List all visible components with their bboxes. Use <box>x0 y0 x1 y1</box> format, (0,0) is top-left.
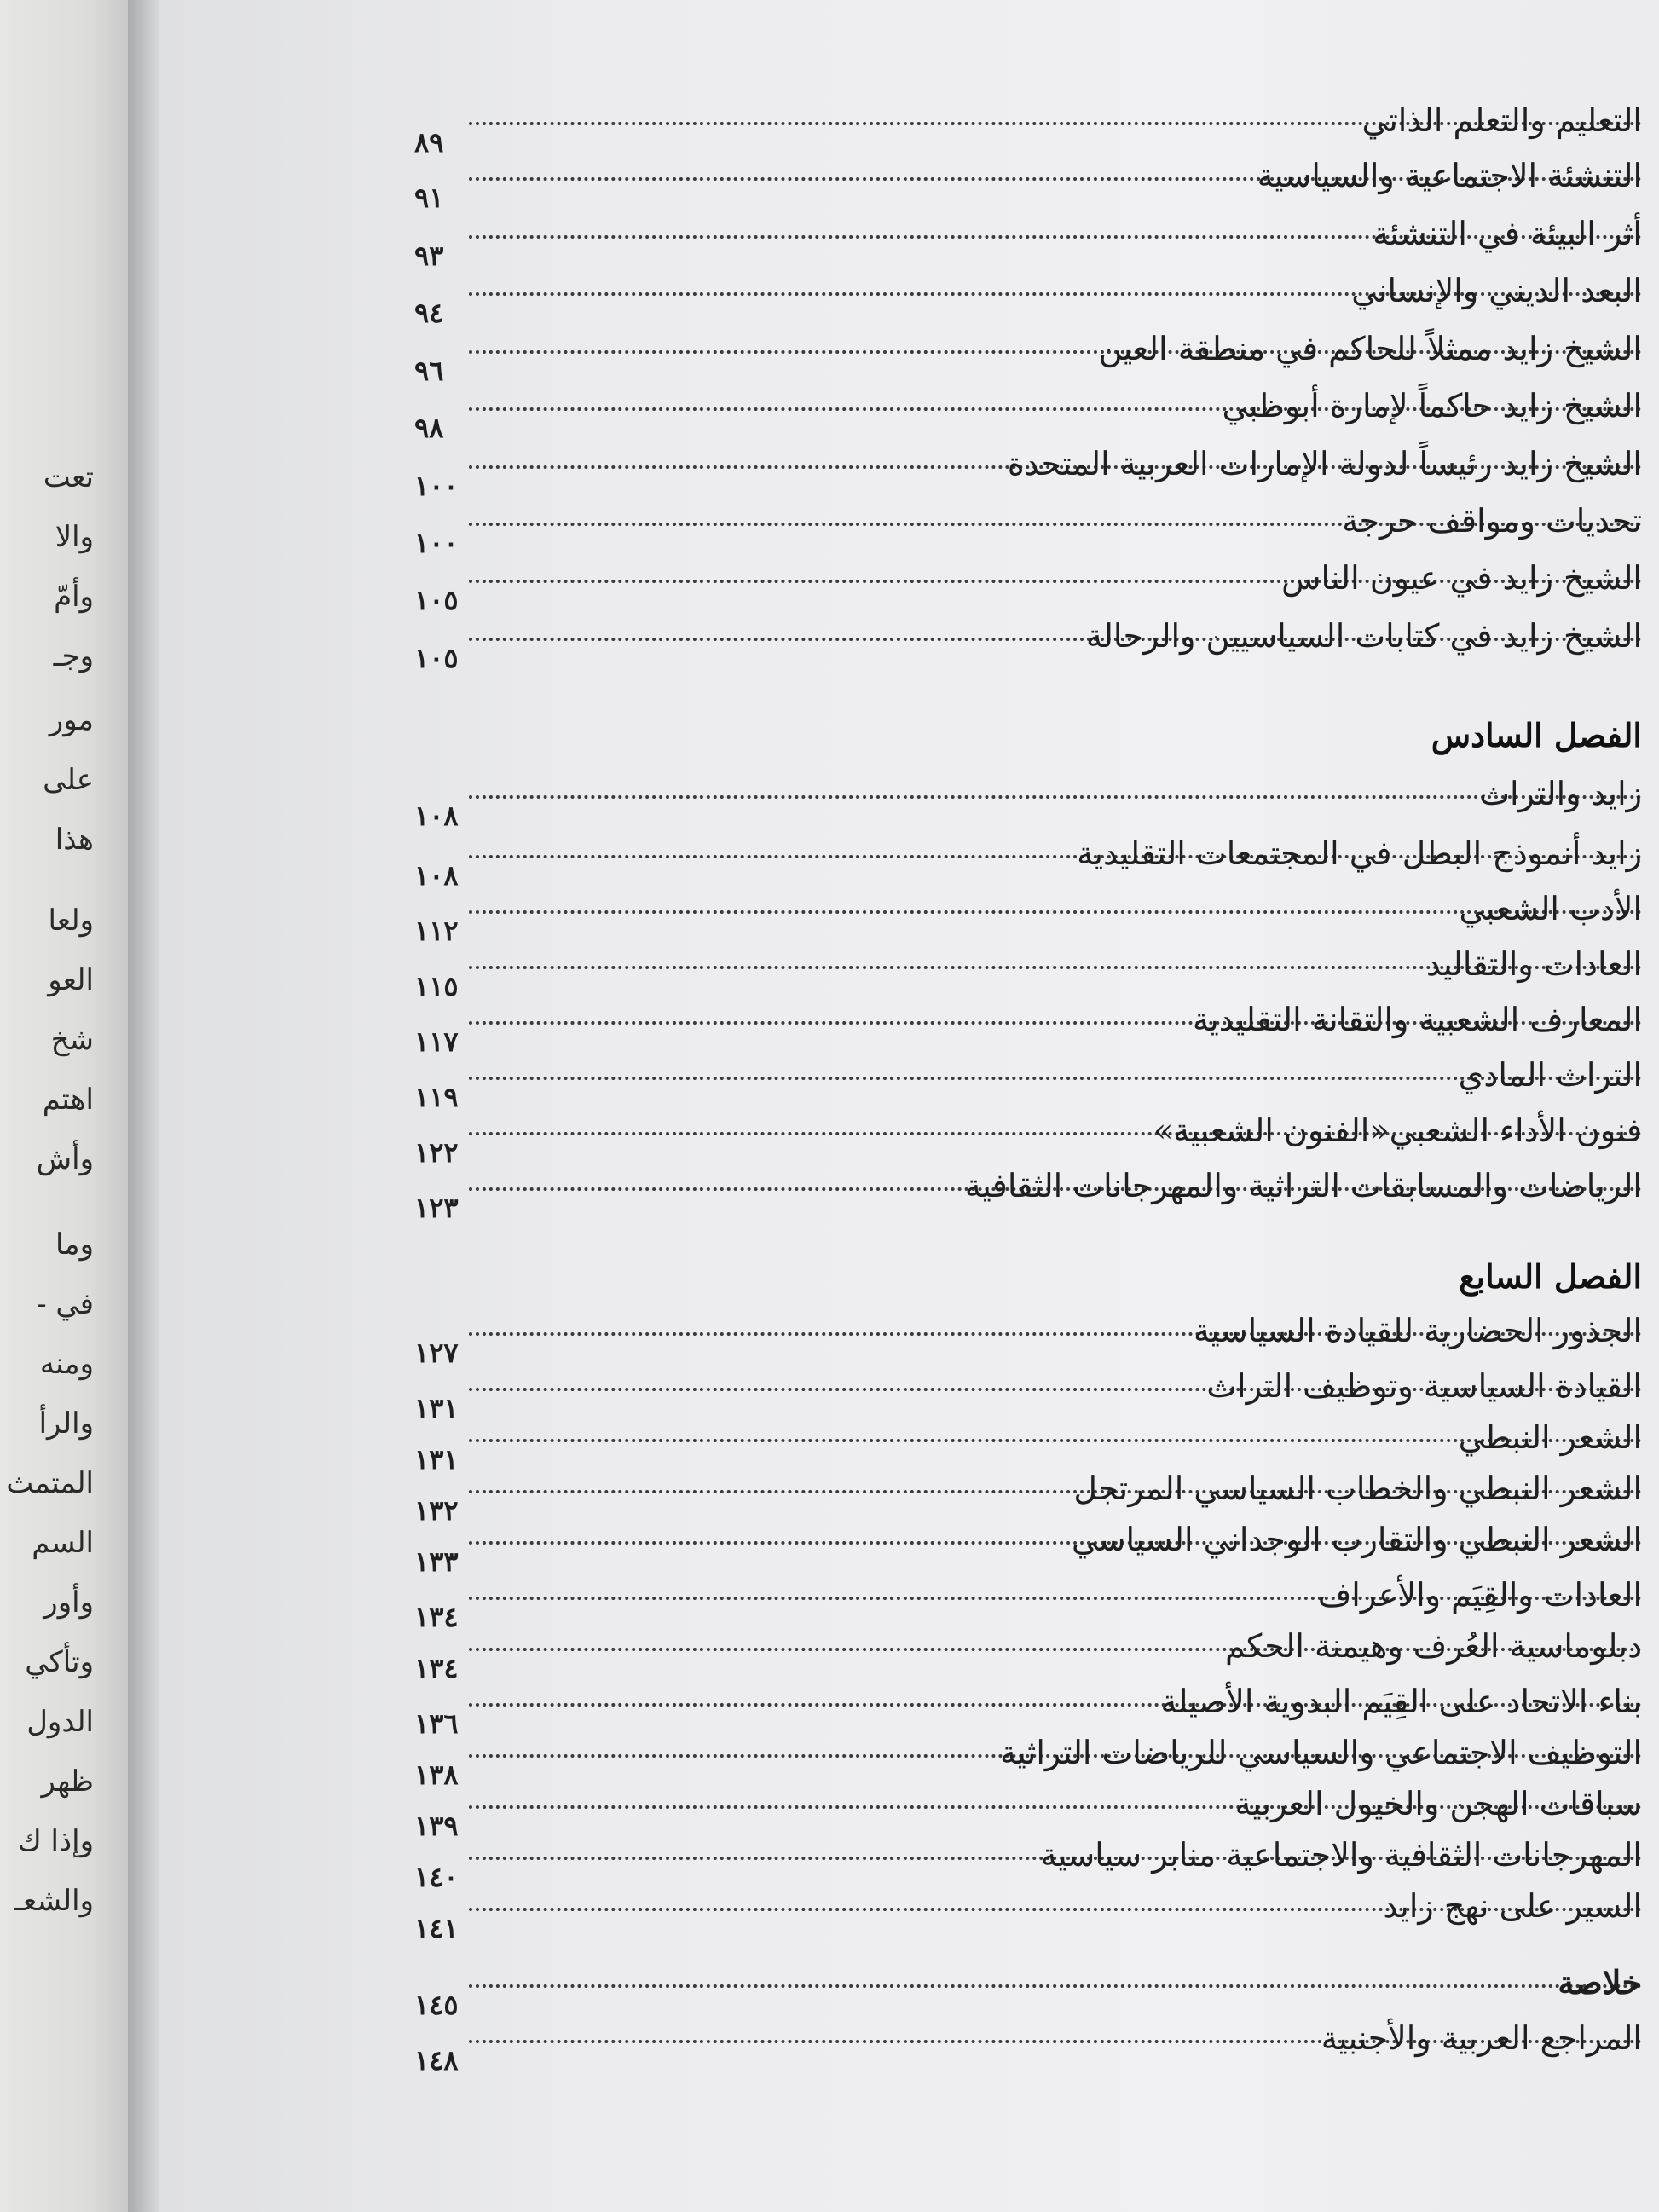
toc-entry <box>414 1679 1642 1740</box>
toc-page-number: ٨٩ <box>414 126 444 159</box>
toc-entry-title: العادات والتقاليد <box>1425 945 1642 983</box>
toc-entry-title: التراث المادي <box>1458 1056 1642 1094</box>
toc-entry-title: الشيخ زايد في عيون الناس <box>1281 559 1642 597</box>
toc-entry-title: المهرجانات الثقافية والاجتماعية منابر سياسية <box>1040 1836 1642 1874</box>
left-page <box>0 0 128 2212</box>
left-page-line: وأمّ <box>54 580 94 614</box>
toc-entry <box>414 1782 1642 1842</box>
toc-entry-title: البعد الديني والإنساني <box>1351 272 1642 309</box>
dot-leader <box>469 1984 1642 1988</box>
table-of-contents-page <box>159 0 1659 2212</box>
toc-entry-title: الشيخ زايد رئيساً لدولة الإمارات العربية المتحدة <box>1007 445 1642 482</box>
toc-entry-title: السير على نهج زايد <box>1383 1887 1642 1925</box>
toc-page-number: ١١٧ <box>414 1025 459 1058</box>
toc-page-number: ١٤٨ <box>414 2044 459 2076</box>
toc-entry <box>414 2016 1642 2076</box>
toc-page-number: ١٤٠ <box>414 1861 459 1893</box>
toc-page-number: ١٣٢ <box>414 1494 459 1527</box>
toc-entry-title: الشعر النبطي <box>1458 1418 1642 1456</box>
left-page-line: وأور <box>43 1585 94 1620</box>
toc-page-number: ١٠٨ <box>414 800 459 832</box>
left-page-line: ولعا <box>48 904 94 938</box>
toc-page-number: ١١٥ <box>414 970 459 1002</box>
toc-entry-title: الشيخ زايد في كتابات السياسيين والرحالة <box>1085 617 1642 655</box>
left-page-line: الدول <box>26 1705 94 1739</box>
toc-entry-title: التوظيف الاجتماعي والسياسي للرياضات التراثية <box>999 1734 1642 1771</box>
toc-entry <box>414 326 1642 387</box>
toc-entry <box>414 1364 1642 1424</box>
toc-entry <box>414 1415 1642 1476</box>
toc-entry-title: الشيخ زايد حاكماً لإمارة أبوظبي <box>1222 387 1642 424</box>
toc-entry-title: سباقات الهجن والخيول العربية <box>1234 1785 1642 1822</box>
toc-page-number: ١٣٩ <box>414 1810 459 1842</box>
toc-page-number: ١٠٥ <box>414 584 459 616</box>
left-page-line: العو <box>48 963 94 997</box>
toc-page-number: ١٠٥ <box>414 642 459 674</box>
left-page-line: هذا <box>55 823 94 857</box>
toc-entry <box>414 1961 1642 2021</box>
left-page-line: وجـ <box>53 639 94 673</box>
left-page-line: وإذا ك <box>17 1824 94 1858</box>
toc-entry <box>414 269 1642 329</box>
toc-page-number: ١٣١ <box>414 1392 459 1424</box>
dot-leader <box>469 795 1642 799</box>
toc-page-number: ١٣٤ <box>414 1652 459 1684</box>
left-page-line: ومنه <box>39 1347 94 1381</box>
toc-entry-title: المراجع العربية والأجنبية <box>1321 2019 1642 2057</box>
toc-entry-title: الرياضات والمسابقات التراثية والمهرجانات الثقافية <box>964 1167 1642 1204</box>
toc-page-number: ١١٩ <box>414 1081 459 1113</box>
toc-entry-title: الشعر النبطي والخطاب السياسي المرتجل <box>1073 1470 1642 1507</box>
toc-entry <box>414 1833 1642 1893</box>
toc-page-number: ١٤٥ <box>414 1989 459 2021</box>
toc-entry <box>414 384 1642 444</box>
toc-page-number: ١٣١ <box>414 1443 459 1476</box>
toc-entry-title: الشيخ زايد ممثلاً للحاكم في منطقة العين <box>1098 330 1642 367</box>
toc-entry <box>414 997 1642 1058</box>
left-page-line: والرأ <box>38 1406 94 1441</box>
left-page-line: في - <box>37 1287 94 1321</box>
left-page-line: وأش <box>36 1142 94 1176</box>
toc-entry <box>414 1517 1642 1578</box>
toc-entry <box>414 1164 1642 1224</box>
toc-entry-title: المعارف الشعبية والتقانة التقليدية <box>1192 1001 1642 1038</box>
toc-entry-title: دبلوماسية العُرف وهيمنة الحكم <box>1225 1627 1642 1665</box>
toc-entry <box>414 98 1642 159</box>
toc-entry-title: فنون الأداء الشعبي«الفنون الشعبية» <box>1153 1112 1642 1149</box>
toc-page-number: ٩٦ <box>414 355 444 387</box>
toc-page-number: ١٠٨ <box>414 859 459 892</box>
toc-page-number: ٩٣ <box>414 240 444 272</box>
toc-entry-title: العادات والقِيَم والأعراف <box>1317 1576 1642 1614</box>
toc-entry <box>414 499 1642 559</box>
toc-entry <box>414 556 1642 616</box>
toc-entry <box>414 442 1642 502</box>
toc-page-number: ١٤١ <box>414 1912 459 1944</box>
toc-page-number: ١٠٠ <box>414 470 459 502</box>
toc-entry-title: القيادة السياسية وتوظيف التراث <box>1206 1367 1642 1405</box>
left-page-line: مور <box>49 703 94 737</box>
left-page-line: شخ <box>50 1023 94 1057</box>
toc-entry-title: خلاصة <box>1558 1963 1642 2001</box>
left-page-line: السم <box>32 1526 94 1560</box>
toc-page-number: ١٢٣ <box>414 1192 459 1224</box>
toc-entry-title: الجذور الحضارية للقيادة السياسية <box>1193 1312 1642 1349</box>
toc-entry <box>414 1308 1642 1369</box>
left-page-line: اهتم <box>42 1083 94 1117</box>
toc-entry-title: الأدب الشعبي <box>1459 890 1642 927</box>
toc-entry-title: زايد والتراث <box>1479 775 1642 812</box>
left-page-line: المتمث <box>6 1466 94 1500</box>
left-page-line: على <box>43 763 94 797</box>
toc-entry-title: أثر البيئة في التنشئة <box>1373 215 1642 252</box>
toc-entry-title: بناء الاتحاد على القِيَم البدوية الأصيلة <box>1160 1683 1642 1720</box>
toc-entry <box>414 211 1642 272</box>
toc-entry <box>414 1466 1642 1527</box>
toc-entry <box>414 1108 1642 1169</box>
toc-entry <box>414 614 1642 674</box>
left-page-line: والا <box>55 520 94 554</box>
toc-page-number: ١٣٤ <box>414 1601 459 1633</box>
toc-page-number: ١٣٣ <box>414 1545 459 1578</box>
chapter-heading: الفصل السادس <box>1431 716 1642 754</box>
chapter-heading: الفصل السابع <box>1459 1257 1642 1296</box>
toc-page-number: ١٣٦ <box>414 1707 459 1740</box>
toc-entry <box>414 1730 1642 1791</box>
toc-entry <box>414 1053 1642 1113</box>
toc-entry <box>414 887 1642 947</box>
toc-page-number: ١١٢ <box>414 915 459 947</box>
toc-entry-title: الشعر النبطي والتقارب الوجداني السياسي <box>1071 1521 1642 1558</box>
left-page-line: والشعـ <box>14 1884 94 1918</box>
book-gutter <box>128 0 159 2212</box>
toc-entry <box>414 1573 1642 1633</box>
toc-page-number: ١٢٧ <box>414 1337 459 1369</box>
toc-page-number: ٩٤ <box>414 297 444 329</box>
toc-page-number: ١٠٠ <box>414 527 459 559</box>
left-page-line: تعت <box>43 460 94 494</box>
toc-entry <box>414 831 1642 892</box>
toc-entry <box>414 942 1642 1002</box>
toc-page-number: ١٣٨ <box>414 1759 459 1791</box>
toc-entry-title: زايد أنموذج البطل في المجتمعات التقليدية <box>1077 835 1642 872</box>
toc-entry-title: تحديات ومواقف حرجة <box>1342 502 1642 540</box>
toc-entry <box>414 771 1642 832</box>
toc-page-number: ٩١ <box>414 182 444 214</box>
toc-entry <box>414 1624 1642 1684</box>
toc-page-number: ١٢٢ <box>414 1136 459 1169</box>
toc-entry <box>414 1884 1642 1944</box>
left-page-line: وتأكي <box>25 1645 94 1679</box>
toc-entry <box>414 153 1642 214</box>
toc-entry-title: التنشئة الاجتماعية والسياسية <box>1257 157 1642 194</box>
left-page-line: وما <box>55 1227 94 1262</box>
toc-page-number: ٩٨ <box>414 412 444 444</box>
toc-entry-title: التعليم والتعلم الذاتي <box>1361 101 1642 139</box>
left-page-line: ظهر <box>41 1764 94 1799</box>
